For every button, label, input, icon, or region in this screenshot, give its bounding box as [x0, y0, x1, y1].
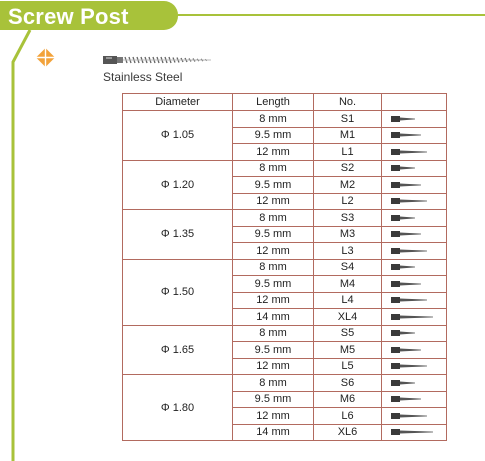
part-number-cell: M6	[314, 391, 382, 408]
part-number-cell: XL6	[314, 424, 382, 441]
screw-post-icon	[391, 214, 415, 222]
post-size-cell	[382, 292, 447, 309]
table-row	[123, 259, 447, 276]
material-caption: Stainless Steel	[103, 70, 183, 84]
diameter-cell: Φ 1.50	[123, 259, 233, 325]
screw-post-icon	[391, 280, 421, 288]
length-cell: 12 mm	[233, 243, 314, 260]
screw-post-icon	[391, 181, 421, 189]
screw-post-icon	[391, 346, 421, 354]
col-header-no: No.	[314, 94, 382, 111]
screw-post-icon	[391, 230, 421, 238]
post-size-cell	[382, 424, 447, 441]
orange-diamond-icon	[36, 48, 55, 67]
diameter-cell: Φ 1.80	[123, 375, 233, 441]
col-header-length: Length	[233, 94, 314, 111]
post-size-cell	[382, 342, 447, 359]
length-cell: 9.5 mm	[233, 226, 314, 243]
length-cell: 12 mm	[233, 144, 314, 161]
section-title-tab	[0, 1, 178, 30]
post-size-cell	[382, 408, 447, 425]
part-number-cell: L5	[314, 358, 382, 375]
length-cell: 8 mm	[233, 210, 314, 227]
part-number-cell: L1	[314, 144, 382, 161]
screw-post-icon	[391, 164, 415, 172]
screw-post-icon	[391, 131, 421, 139]
part-number-cell: M1	[314, 127, 382, 144]
part-number-cell: M5	[314, 342, 382, 359]
post-size-cell	[382, 160, 447, 177]
length-cell: 14 mm	[233, 309, 314, 326]
diameter-cell: Φ 1.35	[123, 210, 233, 260]
post-size-cell	[382, 391, 447, 408]
length-cell: 9.5 mm	[233, 391, 314, 408]
post-size-cell	[382, 177, 447, 194]
section-title: Screw Post	[8, 4, 129, 29]
post-size-cell	[382, 325, 447, 342]
screw-post-icon	[391, 362, 427, 370]
part-number-cell: L2	[314, 193, 382, 210]
screw-post-icon	[391, 296, 427, 304]
screw-post-icon	[391, 313, 433, 321]
screw-post-icon	[391, 148, 427, 156]
part-number-cell: L4	[314, 292, 382, 309]
col-header-icon	[382, 94, 447, 111]
part-number-cell: L3	[314, 243, 382, 260]
part-number-cell: L6	[314, 408, 382, 425]
post-size-cell	[382, 276, 447, 293]
screw-post-icon	[391, 412, 427, 420]
length-cell: 12 mm	[233, 292, 314, 309]
length-cell: 8 mm	[233, 160, 314, 177]
table-row	[123, 160, 447, 177]
diameter-cell: Φ 1.05	[123, 111, 233, 161]
screw-post-icon	[391, 115, 415, 123]
part-number-cell: S2	[314, 160, 382, 177]
screw-post-icon	[391, 197, 427, 205]
part-number-cell: M2	[314, 177, 382, 194]
length-cell: 12 mm	[233, 358, 314, 375]
length-cell: 14 mm	[233, 424, 314, 441]
table-row	[123, 210, 447, 227]
table-row	[123, 375, 447, 392]
post-size-cell	[382, 243, 447, 260]
part-number-cell: M4	[314, 276, 382, 293]
post-size-cell	[382, 375, 447, 392]
spec-table	[122, 93, 447, 441]
part-number-cell: S5	[314, 325, 382, 342]
length-cell: 12 mm	[233, 193, 314, 210]
post-size-cell	[382, 193, 447, 210]
length-cell: 9.5 mm	[233, 127, 314, 144]
diameter-cell: Φ 1.65	[123, 325, 233, 375]
header-row	[123, 94, 447, 111]
screw-post-image	[103, 54, 215, 66]
length-cell: 8 mm	[233, 259, 314, 276]
post-size-cell	[382, 210, 447, 227]
part-number-cell: S4	[314, 259, 382, 276]
screw-post-icon	[391, 395, 421, 403]
screw-post-icon	[391, 329, 415, 337]
part-number-cell: S1	[314, 111, 382, 128]
post-size-cell	[382, 226, 447, 243]
part-number-cell: XL4	[314, 309, 382, 326]
post-size-cell	[382, 358, 447, 375]
screw-post-icon	[391, 379, 415, 387]
part-number-cell: M3	[314, 226, 382, 243]
table-row	[123, 325, 447, 342]
post-size-cell	[382, 127, 447, 144]
screw-post-icon	[391, 263, 415, 271]
screw-post-icon	[391, 428, 433, 436]
length-cell: 9.5 mm	[233, 276, 314, 293]
post-size-cell	[382, 144, 447, 161]
length-cell: 8 mm	[233, 375, 314, 392]
length-cell: 9.5 mm	[233, 342, 314, 359]
part-number-cell: S3	[314, 210, 382, 227]
screw-post-icon	[391, 247, 427, 255]
length-cell: 12 mm	[233, 408, 314, 425]
length-cell: 8 mm	[233, 111, 314, 128]
post-size-cell	[382, 309, 447, 326]
length-cell: 8 mm	[233, 325, 314, 342]
part-number-cell: S6	[314, 375, 382, 392]
table-row	[123, 111, 447, 128]
col-header-diameter: Diameter	[123, 94, 233, 111]
post-size-cell	[382, 111, 447, 128]
post-size-cell	[382, 259, 447, 276]
length-cell: 9.5 mm	[233, 177, 314, 194]
diameter-cell: Φ 1.20	[123, 160, 233, 210]
